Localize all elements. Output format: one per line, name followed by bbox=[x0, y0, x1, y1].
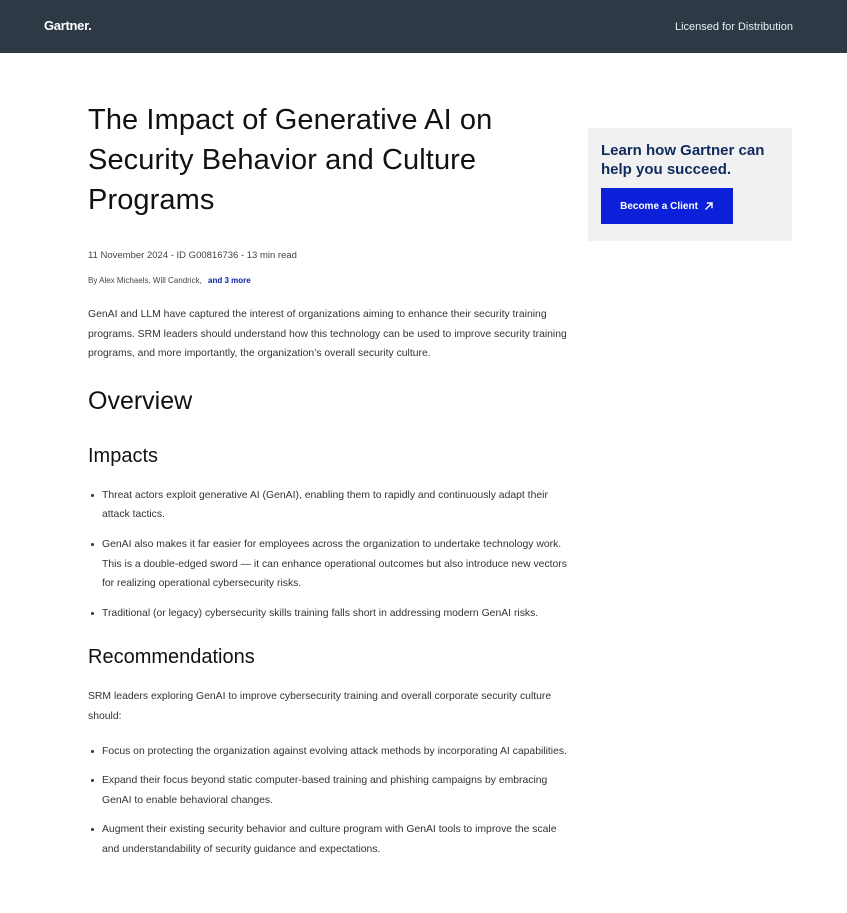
article bbox=[88, 100, 574, 870]
arrow-up-right-icon bbox=[704, 201, 714, 211]
more-authors-link[interactable]: and 3 more bbox=[208, 276, 251, 285]
become-client-label: Become a Client bbox=[620, 200, 698, 212]
top-bar bbox=[0, 0, 847, 53]
impacts-list bbox=[88, 486, 574, 624]
overview-heading: Overview bbox=[88, 386, 193, 415]
gartner-logo[interactable]: Gartner. bbox=[44, 18, 92, 33]
list-item: Expand their focus beyond static computer-based training and phishing campaigns by embracing GenAI to enable behavioral changes. bbox=[88, 771, 574, 810]
list-item: Traditional (or legacy) cybersecurity skills training falls short in addressing modern GenAI risks. bbox=[88, 604, 574, 624]
list-item: GenAI also makes it far easier for employees across the organization to undertake technology work. This is a double-edged sword — it can enhance operational outcomes but also introduce new vectors for realizing operational cybersecurity risks. bbox=[88, 535, 574, 594]
page-title: The Impact of Generative AI on Security Behavior and Culture Programs bbox=[88, 104, 493, 216]
article-meta: 11 November 2024 - ID G00816736 - 13 min read bbox=[88, 250, 297, 261]
authors-text: By Alex Michaels, Will Candrick, bbox=[88, 276, 202, 285]
authors-line bbox=[88, 276, 574, 285]
licensed-label: Licensed for Distribution bbox=[674, 21, 793, 33]
impacts-heading: Impacts bbox=[88, 444, 159, 467]
logo-text[interactable]: Gartner bbox=[44, 18, 89, 33]
promo-text: Learn how Gartner can help you succeed. bbox=[601, 142, 765, 178]
recommendations-list bbox=[88, 742, 574, 860]
list-item: Focus on protecting the organization against evolving attack methods by incorporating AI capabilities. bbox=[88, 742, 574, 762]
summary: GenAI and LLM have captured the interest of organizations aiming to enhance their security training programs. SRM leaders should understand how this technology can be used to improve security training programs, and more importantly, the organization’s overall security culture. bbox=[88, 309, 567, 360]
list-item: Augment their existing security behavior and culture program with GenAI tools to improve the scale and understandability of security guidance and expectations. bbox=[88, 820, 574, 859]
recommendations-intro: SRM leaders exploring GenAI to improve cybersecurity training and overall corporate security culture should: bbox=[88, 691, 552, 722]
promo-box bbox=[588, 128, 792, 241]
become-client-button[interactable] bbox=[601, 188, 733, 224]
recommendations-heading: Recommendations bbox=[88, 646, 255, 669]
list-item: Threat actors exploit generative AI (GenAI), enabling them to rapidly and continuously adapt their attack tactics. bbox=[88, 486, 574, 525]
